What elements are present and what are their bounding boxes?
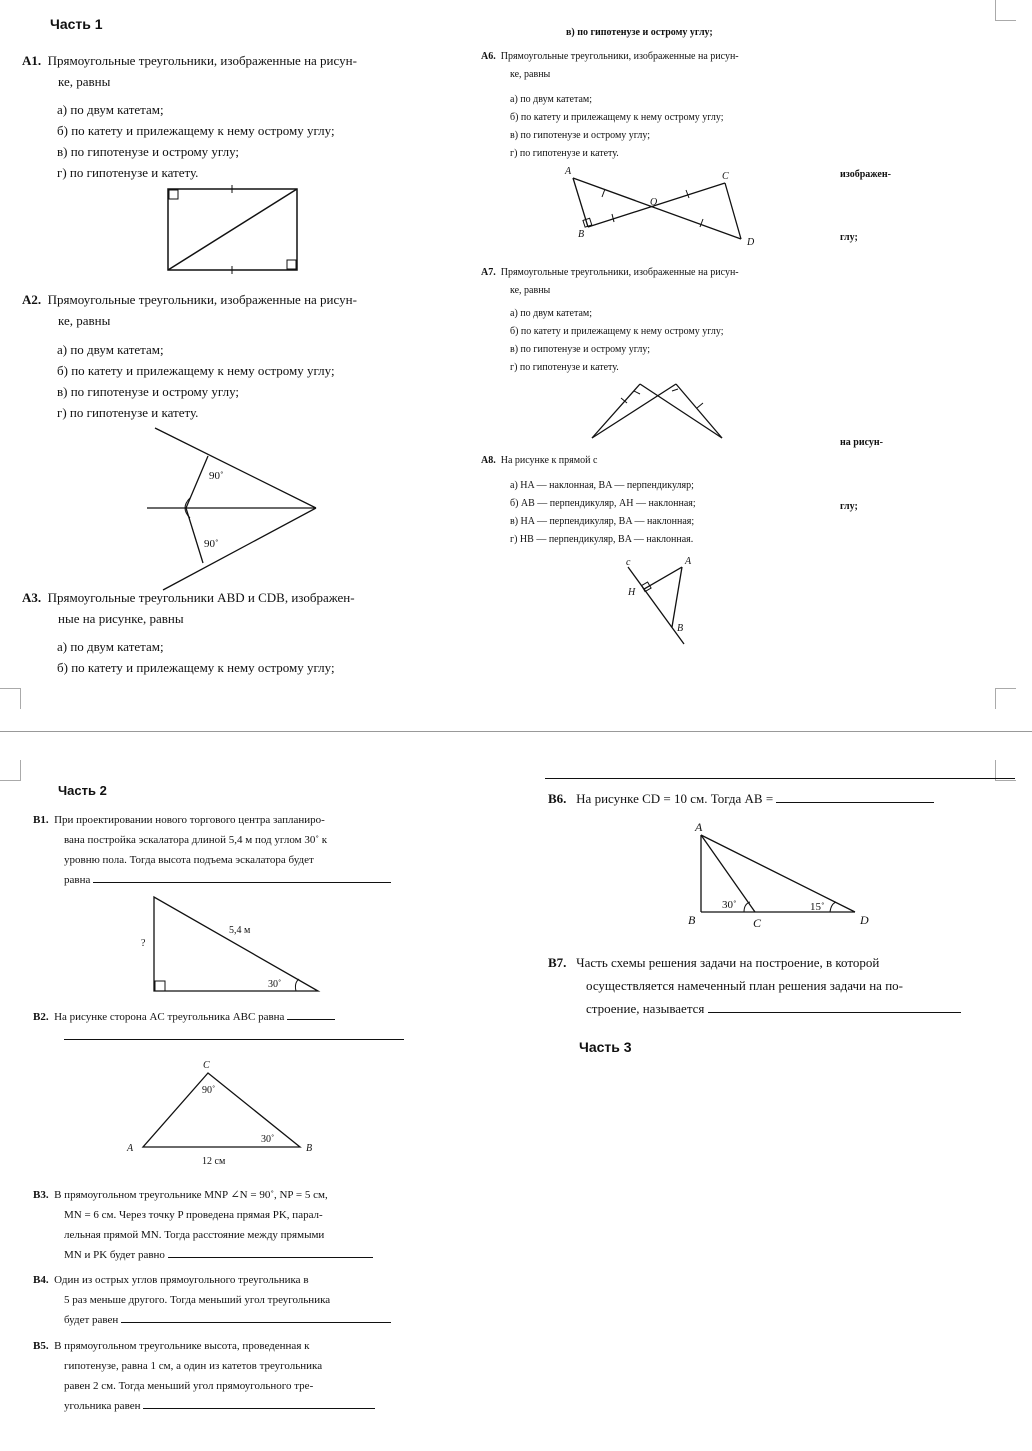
angle-label: 30˚ <box>261 1134 275 1145</box>
question-a1: А1. Прямоугольные треугольники, изображенные на рисун- ке, равны <box>22 53 357 89</box>
part2-title: Часть 2 <box>58 783 107 798</box>
point-label: O <box>650 197 658 208</box>
question-a8: А8. На рисунке к прямой c <box>481 455 598 466</box>
option-c[interactable]: в) HA — перпендикуляр, BA — наклонная; <box>510 516 695 527</box>
question-a3: А3. Прямоугольные треугольники ABD и CDB, изображен- ные на рисунке, равны <box>22 590 355 626</box>
option-c[interactable]: в) по гипотенузе и острому углу; <box>57 144 240 159</box>
a7-side-fragment: на рисун- <box>840 437 883 448</box>
option-c[interactable]: в) по гипотенузе и острому углу; <box>57 384 240 399</box>
point-label: B <box>578 229 585 240</box>
a6-side-fragment2: глу; <box>840 232 858 243</box>
angle-label: 15˚ <box>810 901 825 913</box>
angle-label: 30˚ <box>722 899 737 911</box>
point-label: A <box>695 820 703 834</box>
answer-blank[interactable] <box>708 1012 961 1013</box>
point-label: A <box>685 556 692 567</box>
point-label: C <box>203 1060 210 1071</box>
option-a[interactable]: а) по двум катетам; <box>510 308 593 319</box>
question-a2: А2. Прямоугольные треугольники, изображенные на рисун- ке, равны <box>22 292 357 328</box>
option-d[interactable]: г) по гипотенузе и катету. <box>510 148 619 159</box>
option-d[interactable]: г) HB — перпендикуляр, BA — наклонная. <box>510 534 694 545</box>
option-a[interactable]: а) по двум катетам; <box>57 639 164 654</box>
point-label: D <box>860 913 869 927</box>
option-c[interactable]: в) по гипотенузе и острому углу; <box>510 344 651 355</box>
point-label: C <box>722 171 729 182</box>
part3-title: Часть 3 <box>579 1039 632 1055</box>
option-b[interactable]: б) по катету и прилежащему к нему острому углу; <box>57 123 335 138</box>
option-b[interactable]: б) по катету и прилежащему к нему острому углу; <box>510 326 724 337</box>
option-d[interactable]: г) по гипотенузе и катету. <box>57 165 199 180</box>
angle-label: 90˚ <box>202 1085 216 1096</box>
side-label: ? <box>141 938 146 949</box>
point-label: B <box>677 623 684 634</box>
option-a[interactable]: а) по двум катетам; <box>57 102 164 117</box>
option-b[interactable]: б) по катету и прилежащему к нему острому углу; <box>57 363 335 378</box>
question-b1: В1. При проектировании нового торгового центра запланиро- вана постройка эскалатора длиной 5,4 м под углом 30˚ к уровню пола. Тогда высота подъема эскалатора будет равна <box>33 810 413 890</box>
option-d[interactable]: г) по гипотенузе и катету. <box>57 405 199 420</box>
part1-title: Часть 1 <box>50 16 103 32</box>
point-label: C <box>753 916 762 930</box>
question-b3: В3. В прямоугольном треугольнике MNP ∠N = 90˚, NP = 5 см, MN = 6 см. Через точку P проведена прямая PK, парал- лельная прямой MN. Тогда расстояние между прямыми MN и PK будет равно <box>33 1185 423 1265</box>
option-b[interactable]: б) по катету и прилежащему к нему острому углу; <box>510 112 724 123</box>
angle-label: 30˚ <box>268 979 282 990</box>
option-c[interactable]: в) по гипотенузе и острому углу; <box>510 130 651 141</box>
option-b[interactable]: б) AB — перпендикуляр, AH — наклонная; <box>510 498 696 509</box>
line-label: c <box>626 557 631 568</box>
option-b[interactable]: б) по катету и прилежащему к нему острому углу; <box>57 660 335 675</box>
question-b6: В6. На рисунке CD = 10 см. Тогда AB = <box>548 788 934 809</box>
angle-label: 90˚ <box>204 538 219 550</box>
a6-side-fragment: изображен- <box>840 169 891 180</box>
point-label: H <box>628 587 636 598</box>
option-a[interactable]: а) по двум катетам; <box>57 342 164 357</box>
angle-label: 90˚ <box>209 470 224 482</box>
option-d[interactable]: г) по гипотенузе и катету. <box>510 362 619 373</box>
point-label: B <box>688 913 696 927</box>
question-b2: В2. На рисунке сторона AC треугольника ABC равна <box>33 1007 413 1047</box>
point-label: A <box>565 166 572 177</box>
a7-side-fragment2: глу; <box>840 501 858 512</box>
option-a[interactable]: а) по двум катетам; <box>510 94 593 105</box>
question-b5: В5. В прямоугольном треугольнике высота, проведенная к гипотенузе, равна 1 см, а один из катетов треугольника равен 2 см. Тогда меньший угол прямоугольного тре- угольника равен <box>33 1336 423 1416</box>
a3-option-c-cont[interactable]: в) по гипотенузе и острому углу; <box>566 27 713 38</box>
question-b4: В4. Один из острых углов прямоугольного треугольника в 5 раз меньше другого. Тогда меньший угол треугольника будет равен <box>33 1270 423 1330</box>
side-label: 5,4 м <box>229 925 251 936</box>
option-a[interactable]: а) HA — наклонная, BA — перпендикуляр; <box>510 480 694 491</box>
point-label: B <box>306 1143 313 1154</box>
question-a6: А6. Прямоугольные треугольники, изображенные на рисун- ке, равны <box>481 51 739 80</box>
side-label: 12 см <box>202 1156 226 1167</box>
question-a7: А7. Прямоугольные треугольники, изображенные на рисун- ке, равны <box>481 267 739 296</box>
point-label: A <box>127 1143 134 1154</box>
question-b7: В7. Часть схемы решения задачи на построение, в которой осуществляется намеченный план решения задачи на по- строение, называется <box>548 951 1018 1020</box>
point-label: D <box>747 237 755 248</box>
